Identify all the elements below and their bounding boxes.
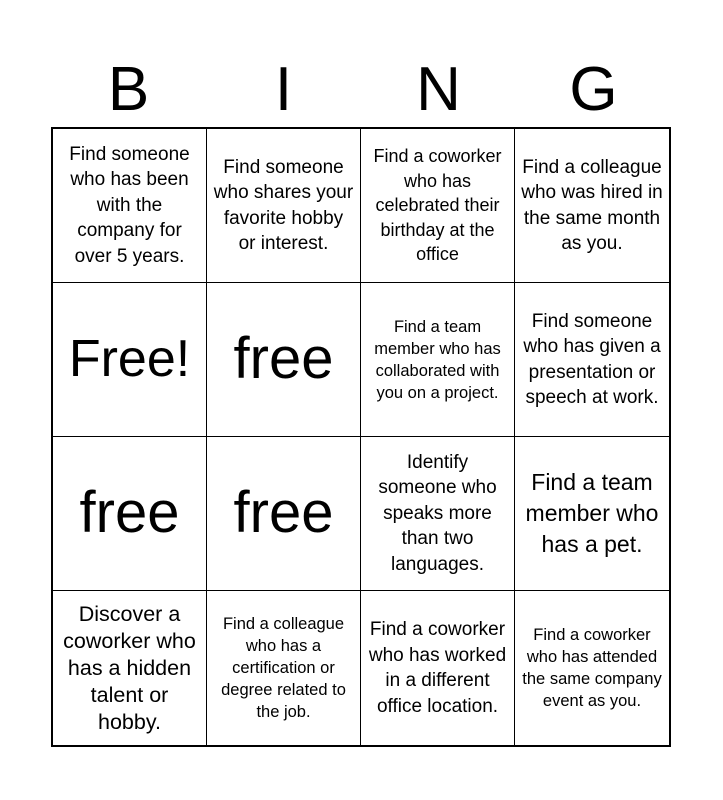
free-space[interactable] bbox=[53, 437, 207, 591]
cell-text: Free! bbox=[68, 329, 191, 388]
cell-text: Find a colleague who has a certification or degree related to the job. bbox=[221, 615, 346, 721]
bingo-board bbox=[51, 127, 671, 747]
cell-text: Find a coworker who has attended the same company event as you. bbox=[522, 626, 662, 710]
bingo-cell[interactable] bbox=[515, 591, 669, 745]
header-letter-i: I bbox=[274, 55, 293, 124]
bingo-cell[interactable] bbox=[53, 591, 207, 745]
cell-text: Find a coworker who has celebrated their birthday at the office bbox=[373, 146, 502, 265]
header-letter-b: B bbox=[107, 55, 150, 124]
cell-text: Find a colleague who was hired in the same month as you. bbox=[521, 156, 663, 254]
cell-text: Find someone who shares your favorite hobby or interest. bbox=[213, 156, 354, 254]
bingo-cell[interactable] bbox=[361, 129, 515, 283]
cell-text: free bbox=[233, 479, 334, 545]
bingo-cell[interactable] bbox=[515, 283, 669, 437]
cell-text: Find someone who has given a presentation or speech at work. bbox=[523, 310, 661, 408]
bingo-cell[interactable] bbox=[53, 129, 207, 283]
cell-text: Find a team member who has a pet. bbox=[525, 469, 659, 557]
free-space[interactable] bbox=[207, 437, 361, 591]
cell-text: Discover a coworker who has a hidden talent or hobby. bbox=[63, 601, 196, 734]
cell-text: Find a coworker who has worked in a different office location. bbox=[368, 619, 507, 717]
bingo-cell[interactable] bbox=[361, 283, 515, 437]
cell-text: free bbox=[79, 479, 180, 545]
bingo-cell[interactable] bbox=[515, 129, 669, 283]
header-letter-n: N bbox=[416, 55, 461, 124]
bingo-cell[interactable] bbox=[361, 437, 515, 591]
cell-text: free bbox=[233, 325, 334, 391]
bingo-cell[interactable] bbox=[207, 129, 361, 283]
bingo-cell[interactable] bbox=[207, 591, 361, 745]
bingo-cell[interactable] bbox=[515, 437, 669, 591]
header-letter-g: G bbox=[569, 55, 618, 124]
cell-text: Find someone who has been with the company for over 5 years. bbox=[69, 143, 190, 267]
cell-text: Find a team member who has collaborated with you on a project. bbox=[374, 317, 501, 402]
bingo-header bbox=[51, 55, 671, 125]
cell-text: Identify someone who speaks more than two languages. bbox=[378, 451, 497, 575]
free-space[interactable] bbox=[207, 283, 361, 437]
free-space[interactable] bbox=[53, 283, 207, 437]
bingo-cell[interactable] bbox=[361, 591, 515, 745]
